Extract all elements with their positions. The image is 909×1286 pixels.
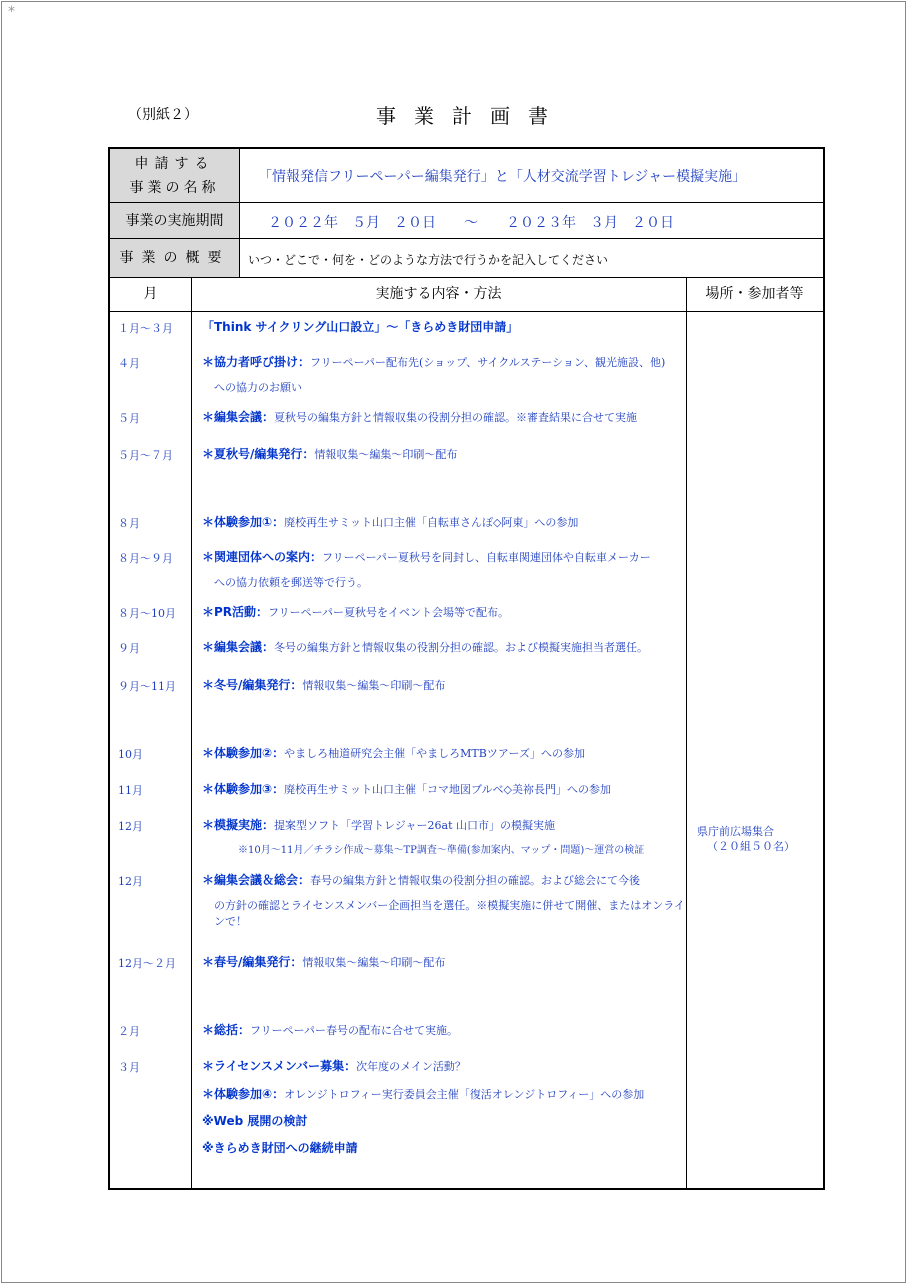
row-activity-title: ＊模擬実施： <box>202 818 275 832</box>
row-activity <box>202 514 692 531</box>
row-activity <box>202 745 692 762</box>
row-activity <box>202 354 692 371</box>
row-activity-title: ＊編集会議＆総会： <box>202 873 311 887</box>
overview-label: 事業の概要 <box>110 239 240 277</box>
kirameki-renewal-note: ※きらめき財団への継続申請 <box>202 1141 358 1155</box>
row-month: ８月～９月 <box>118 552 173 565</box>
row-activity-title: ＊ライセンスメンバー募集： <box>202 1059 357 1073</box>
row-activity <box>202 319 692 336</box>
row-activity-continuation: への協力のお願い <box>214 381 302 394</box>
plan-table <box>108 147 825 1190</box>
row-activity-text: 廃校再生サミット山口主催「自転車さんぽ◇阿東」への参加 <box>284 516 579 529</box>
corner-mark: * <box>8 4 15 20</box>
row-month: 12月～２月 <box>118 957 176 970</box>
row-activity-title: ＊編集会議： <box>202 410 275 424</box>
row-activity <box>202 446 692 463</box>
row-activity <box>202 872 692 889</box>
row-activity-title: ＊体験参加①： <box>202 515 285 529</box>
web-expansion-note: ※Web 展開の検討 <box>202 1114 308 1128</box>
project-name-row <box>110 149 823 203</box>
row-activity-title: ＊体験参加②： <box>202 746 285 760</box>
row-month: 12月 <box>118 875 143 888</box>
row-month: ８月 <box>118 517 140 530</box>
row-activity-title: ＊総括： <box>202 1023 251 1037</box>
col-month: 月 <box>143 286 158 302</box>
row-month: ５月～７月 <box>118 449 173 462</box>
row-activity-text: 次年度のメイン活動？ <box>356 1060 466 1073</box>
row-activity-title: ＊春号/編集発行： <box>202 955 303 969</box>
row-month: ８月～10月 <box>118 607 176 620</box>
row-activity-text: 情報収集～編集～印刷～配布 <box>314 448 458 461</box>
row-activity-text: フリーペーパー配布先(ショップ、サイクルステーション、観光施設、他) <box>310 356 666 369</box>
project-name-value: 「情報発信フリーペーパー編集発行」と「人材交流学習トレジャー模擬実施」 <box>258 169 747 185</box>
row-activity-title: ＊体験参加③： <box>202 782 285 796</box>
row-activity-text: 夏秋号の編集方針と情報収集の役割分担の確認。※審査結果に合せて実施 <box>274 411 638 424</box>
divider-month <box>191 278 192 1188</box>
place-line2: （２０組５０名） <box>707 840 795 853</box>
row-activity-title: ＊冬号/編集発行： <box>202 678 303 692</box>
row-month: 12月 <box>118 820 143 833</box>
col-place: 場所・参加者等 <box>705 286 804 302</box>
row-activity-title: ＊協力者呼び掛け： <box>202 355 311 369</box>
row-activity <box>202 1058 692 1075</box>
col-content: 実施する内容・方法 <box>375 286 502 302</box>
row-activity <box>202 677 692 694</box>
row-activity-text: 春号の編集方針と情報収集の役割分担の確認。および総会にて今後 <box>310 874 641 887</box>
row-activity <box>202 1022 692 1039</box>
row-activity-text: フリーペーパー夏秋号を同封し、自転車関連団体や自転車メーカー <box>322 551 651 564</box>
row-activity <box>202 817 692 834</box>
row-activity-title: ＊関連団体への案内： <box>202 550 323 564</box>
project-name-label-line1: 申請する <box>134 155 215 172</box>
row-activity-title: 「Think サイクリング山口設立」～「きらめき財団申請」 <box>202 320 519 334</box>
place-line1: 県庁前広場集合 <box>697 825 774 838</box>
row-activity-title: ＊夏秋号/編集発行： <box>202 447 315 461</box>
row-activity <box>202 1086 692 1103</box>
overview-row <box>110 239 823 278</box>
row-activity <box>202 604 692 621</box>
row-activity <box>202 409 692 426</box>
period-value: ２０２２年 ５月 ２０日 ～ ２０２３年 ３月 ２０日 <box>268 215 674 231</box>
row-activity-text: 情報収集～編集～印刷～配布 <box>302 679 446 692</box>
row-activity-text: やましろ柚道研究会主催「やましろMTBツアーズ」への参加 <box>284 747 585 760</box>
row-activity <box>202 954 692 971</box>
row-activity-continuation: ※10月～11月／チラシ作成～募集～TP調査～準備(参加案内、マップ・問題)～運営の検証 <box>238 845 645 856</box>
row-month: 11月 <box>118 784 143 797</box>
row-activity-continuation: への協力依頼を郵送等で行う。 <box>214 576 368 589</box>
row-activity <box>202 639 692 656</box>
row-month: ９月～11月 <box>118 680 176 693</box>
annex-label: （別紙２） <box>128 107 198 123</box>
project-name-label <box>110 149 240 202</box>
row-activity-continuation: の方針の確認とライセンスメンバー企画担当を選任。※模擬実施に併せて開催、またはオンラインで！ <box>214 899 685 928</box>
document-title: 事業計画書 <box>376 104 566 128</box>
row-month: ５月 <box>118 412 140 425</box>
row-month: ９月 <box>118 642 140 655</box>
row-activity-title: ＊編集会議： <box>202 640 275 654</box>
row-activity-text: フリーペーパー夏秋号をイベント会場等で配布。 <box>268 606 510 619</box>
row-activity-text: 提案型ソフト「学習トレジャー26at 山口市」の模擬実施 <box>274 819 555 832</box>
row-activity <box>202 781 692 798</box>
row-month: ２月 <box>118 1025 140 1038</box>
column-header-row <box>110 278 823 312</box>
row-activity-title: ＊体験参加④： <box>202 1087 285 1101</box>
row-activity-text: オレンジトロフィー実行委員会主催「復活オレンジトロフィー」への参加 <box>284 1088 645 1101</box>
row-month: ４月 <box>118 357 140 370</box>
row-month: １月～３月 <box>118 322 173 335</box>
row-activity-text: フリーペーパー春号の配布に合せて実施。 <box>250 1024 459 1037</box>
overview-value: いつ・どこで・何を・どのような方法で行うかを記入してください <box>248 253 609 267</box>
row-activity-text: 廃校再生サミット山口主催「コマ地図ブルベ◇美祢長門」への参加 <box>284 783 611 796</box>
row-activity-title: ＊PR活動： <box>202 605 269 619</box>
row-month: 10月 <box>118 748 143 761</box>
project-name-label-line2: 事業の名称 <box>129 179 220 196</box>
period-label: 事業の実施期間 <box>110 203 240 238</box>
row-month: ３月 <box>118 1061 140 1074</box>
period-row <box>110 203 823 239</box>
row-activity-text: 冬号の編集方針と情報収集の役割分担の確認。および模擬実施担当者選任。 <box>274 641 649 654</box>
row-activity <box>202 549 692 566</box>
row-activity-text: 情報収集～編集～印刷～配布 <box>302 956 446 969</box>
